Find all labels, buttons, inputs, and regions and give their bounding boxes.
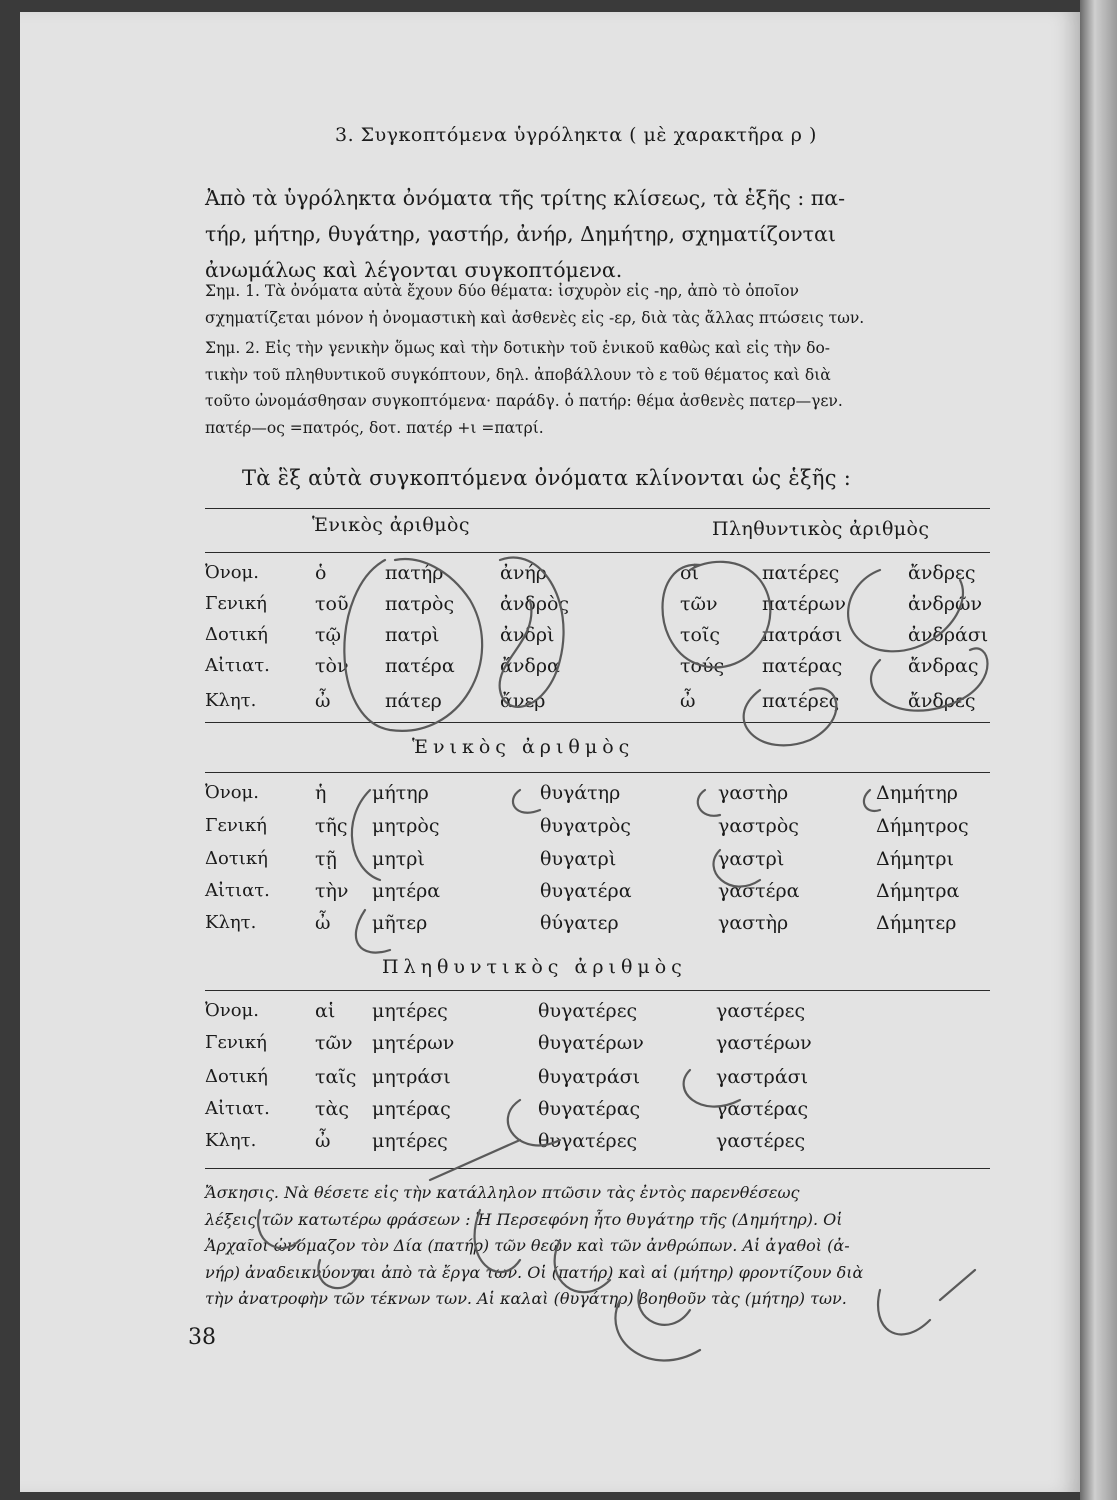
meter: μῆτερ (372, 912, 428, 934)
exercise-line: Ἀρχαῖοι ὠνόμαζον τὸν Δία (πατήρ) τῶν θεῶν καὶ τῶν ἀνθρώπων. Αἱ ἀγαθοὶ (ἀ- (205, 1236, 850, 1255)
gaster: γαστὴρ (718, 782, 789, 804)
article-pl: τῶν (680, 593, 718, 615)
table1-singular-header: Ἑνικὸς ἀριθμὸς (312, 514, 470, 536)
case-label: Δοτική (205, 1066, 268, 1087)
pater-pl: πατράσι (762, 624, 843, 646)
gaster: γαστέρες (716, 1130, 806, 1152)
thygater: θυγατέρα (540, 880, 632, 902)
gaster: γαστράσι (716, 1066, 809, 1088)
case-label: Κλητ. (205, 1130, 257, 1151)
thygater: θυγατέρας (538, 1098, 641, 1120)
table-rule (205, 990, 990, 991)
pater-pl: πατέρες (762, 562, 840, 584)
gaster: γαστέρων (716, 1032, 812, 1054)
page-number: 38 (188, 1325, 216, 1350)
intro-line: τήρ, μήτηρ, θυγάτηρ, γαστήρ, ἀνήρ, Δημήτηρ, σχηματίζονται (205, 222, 836, 246)
table-rule (205, 1168, 990, 1169)
article-sg: τοῦ (315, 593, 349, 615)
case-label: Κλητ. (205, 912, 257, 933)
case-label: Δοτική (205, 624, 268, 645)
exercise-line: νήρ) ἀναδεικνύονται ἀπὸ τὰ ἔργα των. Οἱ (πατήρ) καὶ αἱ (μήτηρ) φροντίζουν διὰ (205, 1262, 864, 1282)
meter: μητράσι (372, 1066, 451, 1088)
note-line: τικὴν τοῦ πληθυντικοῦ συγκόπτουν, δηλ. ἀποβάλλουν τὸ ε τοῦ θέματος καὶ διὰ (205, 365, 831, 384)
aner-pl: ἄνδρες (908, 562, 976, 584)
article-pl: οἱ (680, 562, 699, 584)
case-label: Γενική (205, 593, 267, 614)
aner-pl: ἄνδρας (908, 655, 979, 677)
table3-header: Πληθυντικὸς ἀριθμὸς (382, 956, 687, 978)
article: τῇ (315, 848, 337, 870)
gaster: γαστέρες (716, 1000, 806, 1022)
article: ὦ (315, 912, 331, 934)
demeter: Δήμητερ (876, 912, 957, 934)
aner-pl: ἀνδρῶν (908, 593, 983, 615)
note-line: πατέρ—ος =πατρός, δοτ. πατέρ +ι =πατρί. (205, 418, 544, 437)
table1-plural-header: Πληθυντικὸς ἀριθμὸς (712, 518, 930, 540)
gaster: γαστέρα (718, 880, 800, 902)
pater-sg: πατέρα (385, 655, 455, 677)
meter: μητέρων (372, 1032, 455, 1054)
thygater: θυγατρὸς (540, 815, 631, 837)
article-sg: τὸν (315, 655, 349, 677)
thygater: θυγατέρες (538, 1130, 638, 1152)
thygater: θυγατέρων (538, 1032, 644, 1054)
case-label: Ὀνομ. (205, 782, 259, 803)
exercise-line: λέξεις τῶν κατωτέρω φράσεων : Ἡ Περσεφόνη ἦτο θυγάτηρ τῆς (Δημήτηρ). Οἱ (205, 1209, 843, 1229)
meter: μητέρας (372, 1098, 451, 1120)
exercise-line: τὴν ἀνατροφὴν τῶν τέκνων των. Αἱ καλαὶ (θυγάτηρ) βοηθοῦν τὰς (μήτηρ) των. (205, 1289, 847, 1308)
exercise-line: Ἄσκησις. Νὰ θέσετε εἰς τὴν κατάλληλον πτῶσιν τὰς ἐντὸς παρενθέσεως (205, 1183, 800, 1202)
case-label: Κλητ. (205, 690, 257, 711)
article: τὴν (315, 880, 349, 902)
case-label: Γενική (205, 815, 267, 836)
aner-sg: ἄνδρα (500, 655, 560, 677)
article: τῶν (315, 1032, 353, 1054)
aner-sg: ἀνδρὸς (500, 593, 570, 615)
table-rule (205, 508, 990, 509)
gaster: γαστρὶ (718, 848, 785, 870)
table2-header: Ἑνικὸς ἀριθμὸς (412, 736, 635, 758)
aner-sg: ἀνήρ (500, 562, 547, 584)
aner-sg: ἄνερ (500, 690, 546, 712)
notes-block (205, 278, 995, 441)
article: ἡ (315, 782, 327, 804)
meter: μητρὶ (372, 848, 425, 870)
note-line: τοῦτο ὠνομάσθησαν συγκοπτόμενα· παράδγ. ὁ πατήρ: θέμα ἀσθενὲς πατερ—γεν. (205, 392, 843, 410)
case-label: Γενική (205, 1032, 267, 1053)
pater-sg: πατήρ (385, 562, 444, 584)
meter: μητέρες (372, 1130, 448, 1152)
intro-line: ἀνωμάλως καὶ λέγονται συγκοπτόμενα. (205, 258, 623, 282)
article-sg: ὦ (315, 690, 331, 712)
gaster: γαστέρας (716, 1098, 809, 1120)
aner-sg: ἀνδρὶ (500, 624, 555, 646)
demeter: Δημήτηρ (876, 782, 958, 804)
pater-sg: πατρὸς (385, 593, 455, 615)
note-line: Σημ. 1. Τὰ ὀνόματα αὐτὰ ἔχουν δύο θέματα: ἰσχυρὸν εἰς -ηρ, ἀπὸ τὸ ὁποῖον (205, 282, 799, 300)
intro-line: Ἀπὸ τὰ ὑγρόληκτα ὀνόματα τῆς τρίτης κλίσεως, τὰ ἑξῆς : πα- (205, 186, 846, 210)
article-sg: ὁ (315, 562, 327, 584)
thygater: θυγάτηρ (540, 782, 621, 804)
exercise-block (205, 1180, 995, 1313)
pater-sg: πατρὶ (385, 624, 440, 646)
pater-pl: πατέρας (762, 655, 843, 677)
demeter: Δήμητρος (876, 815, 969, 837)
note-line: Σημ. 2. Εἰς τὴν γενικὴν ὅμως καὶ τὴν δοτικὴν τοῦ ἑνικοῦ καθὼς καὶ εἰς τὴν δο- (205, 339, 831, 357)
article-pl: τούς (680, 655, 725, 677)
article: τὰς (315, 1098, 349, 1120)
article-pl: ὦ (680, 690, 696, 712)
demeter: Δήμητρι (876, 848, 954, 870)
demeter: Δήμητρα (876, 880, 960, 902)
thygater: θυγατρὶ (540, 848, 617, 870)
article: ταῖς (315, 1066, 357, 1088)
article: αἱ (315, 1000, 336, 1022)
gaster: γαστὴρ (718, 912, 789, 934)
intro-paragraph (205, 180, 995, 288)
table-rule (205, 772, 990, 773)
case-label: Αἰτιατ. (205, 1098, 270, 1119)
aner-pl: ἀνδράσι (908, 624, 989, 646)
case-label: Δοτική (205, 848, 268, 869)
article: ὦ (315, 1130, 331, 1152)
table-rule (205, 722, 990, 723)
article-sg: τῷ (315, 624, 342, 646)
pater-pl: πατέρων (762, 593, 846, 615)
declension-intro: Τὰ ἓξ αὐτὰ συγκοπτόμενα ὀνόματα κλίνονται ὡς ἑξῆς : (242, 466, 852, 490)
meter: μητρὸς (372, 815, 440, 837)
thygater: θύγατερ (540, 912, 619, 934)
article-pl: τοῖς (680, 624, 721, 646)
aner-pl: ἄνδρες (908, 690, 976, 712)
pater-sg: πάτερ (385, 690, 442, 712)
meter: μητέρα (372, 880, 441, 902)
case-label: Αἰτιατ. (205, 655, 270, 676)
section-heading: 3. Συγκοπτόμενα ὑγρόληκτα ( μὲ χαρακτῆρα ρ ) (335, 124, 817, 146)
case-label: Ὀνομ. (205, 1000, 259, 1021)
note-line: σχηματίζεται μόνον ἡ ὀνομαστικὴ καὶ ἀσθενὲς εἰς -ερ, διὰ τὰς ἄλλας πτώσεις των. (205, 308, 865, 327)
article: τῆς (315, 815, 348, 837)
case-label: Αἰτιατ. (205, 880, 270, 901)
page-edge-shadow (1080, 0, 1117, 1500)
thygater: θυγατέρες (538, 1000, 638, 1022)
gaster: γαστρὸς (718, 815, 799, 837)
table-rule (205, 552, 990, 553)
thygater: θυγατράσι (538, 1066, 641, 1088)
meter: μήτηρ (372, 782, 429, 804)
pater-pl: πατέρες (762, 690, 840, 712)
case-label: Ὀνομ. (205, 562, 259, 583)
meter: μητέρες (372, 1000, 448, 1022)
